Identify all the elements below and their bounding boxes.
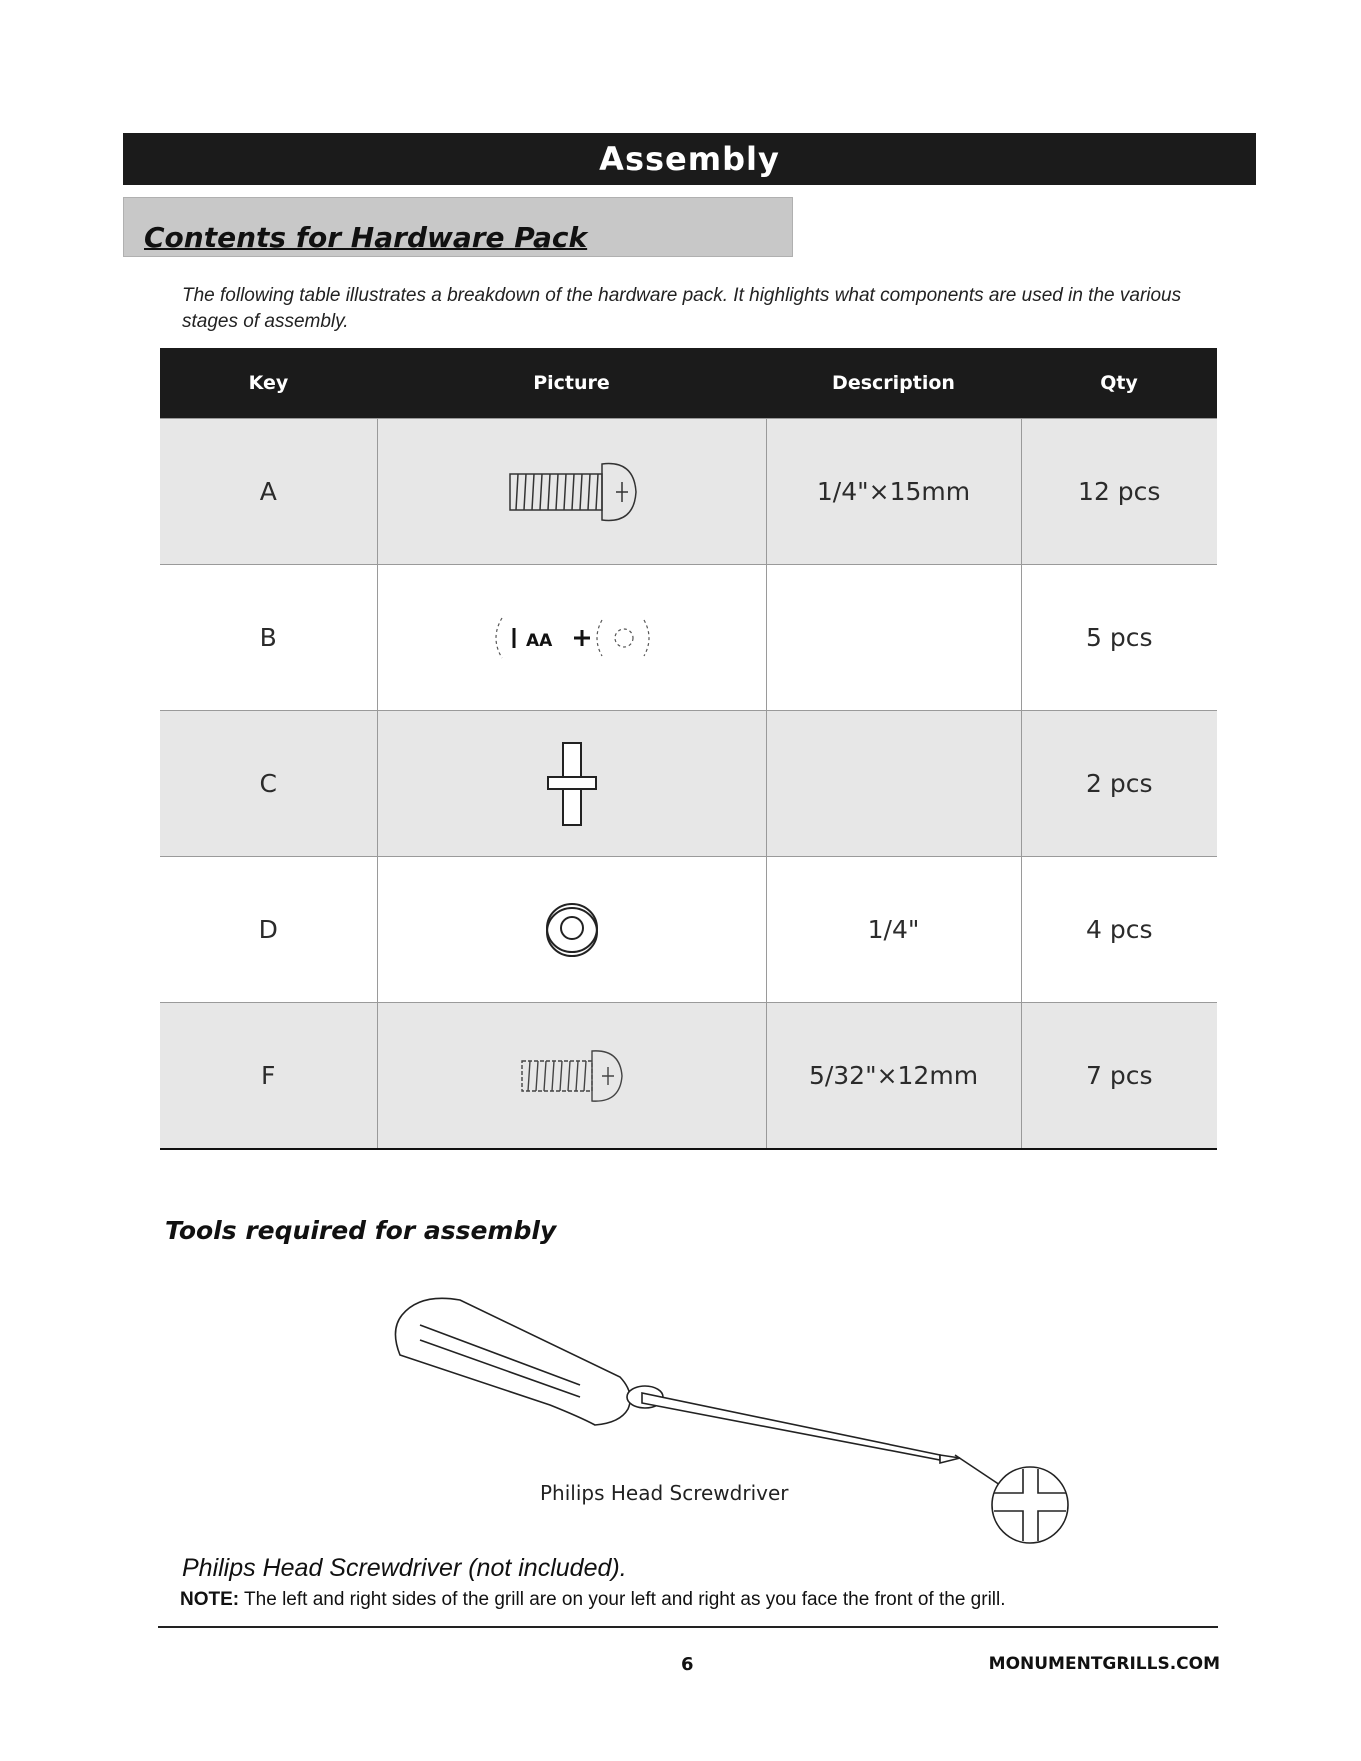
tools-heading: Tools required for assembly <box>165 1216 557 1245</box>
tool-caption: Philips Head Screwdriver <box>540 1481 789 1505</box>
row-picture <box>377 857 766 1003</box>
page-title: Assembly <box>599 140 780 178</box>
column-header-qty: Qty <box>1021 348 1217 419</box>
battery-label: AA <box>525 630 552 651</box>
row-picture <box>377 419 766 565</box>
note-label: NOTE: <box>180 1589 240 1610</box>
row-description: 1/4"×15mm <box>766 419 1021 565</box>
page-number: 6 <box>681 1654 694 1675</box>
row-qty: 2 pcs <box>1021 711 1217 857</box>
screwdriver-icon <box>380 1285 1100 1545</box>
row-key: D <box>160 857 377 1003</box>
section-title: Contents for Hardware Pack <box>144 221 588 254</box>
row-qty: 4 pcs <box>1021 857 1217 1003</box>
table-row <box>160 1003 1217 1150</box>
note-body: The left and right sides of the grill are on your left and right as you face the front of the grill. <box>239 1589 1006 1610</box>
table-row <box>160 711 1217 857</box>
aa-battery-icon <box>482 608 662 668</box>
connector-pin-icon <box>542 739 602 829</box>
table-row <box>160 419 1217 565</box>
section-heading-box <box>123 197 793 257</box>
note-text <box>180 1589 1006 1611</box>
machine-screw-icon <box>502 452 642 532</box>
column-header-key: Key <box>160 348 377 419</box>
row-key: B <box>160 565 377 711</box>
table-row <box>160 565 1217 711</box>
tool-note: Philips Head Screwdriver (not included). <box>182 1554 627 1582</box>
column-header-picture: Picture <box>377 348 766 419</box>
small-screw-icon <box>512 1041 632 1111</box>
table-header-row <box>160 348 1217 419</box>
washer-icon <box>537 895 607 965</box>
row-picture <box>377 1003 766 1150</box>
row-description: 1/4" <box>766 857 1021 1003</box>
row-picture <box>377 711 766 857</box>
row-qty: 12 pcs <box>1021 419 1217 565</box>
row-description <box>766 711 1021 857</box>
row-key: F <box>160 1003 377 1150</box>
hardware-table <box>160 348 1217 1150</box>
row-picture <box>377 565 766 711</box>
row-description <box>766 565 1021 711</box>
row-key: C <box>160 711 377 857</box>
table-row <box>160 857 1217 1003</box>
intro-text: The following table illustrates a breakdown of the hardware pack. It highlights what components are used in the various stages of assembly. <box>182 285 1182 332</box>
row-description: 5/32"×12mm <box>766 1003 1021 1150</box>
row-qty: 7 pcs <box>1021 1003 1217 1150</box>
website-link: MONUMENTGRILLS.COM <box>988 1654 1220 1674</box>
column-header-description: Description <box>766 348 1021 419</box>
assembly-banner <box>123 133 1256 185</box>
row-key: A <box>160 419 377 565</box>
footer-divider <box>158 1626 1218 1628</box>
row-qty: 5 pcs <box>1021 565 1217 711</box>
